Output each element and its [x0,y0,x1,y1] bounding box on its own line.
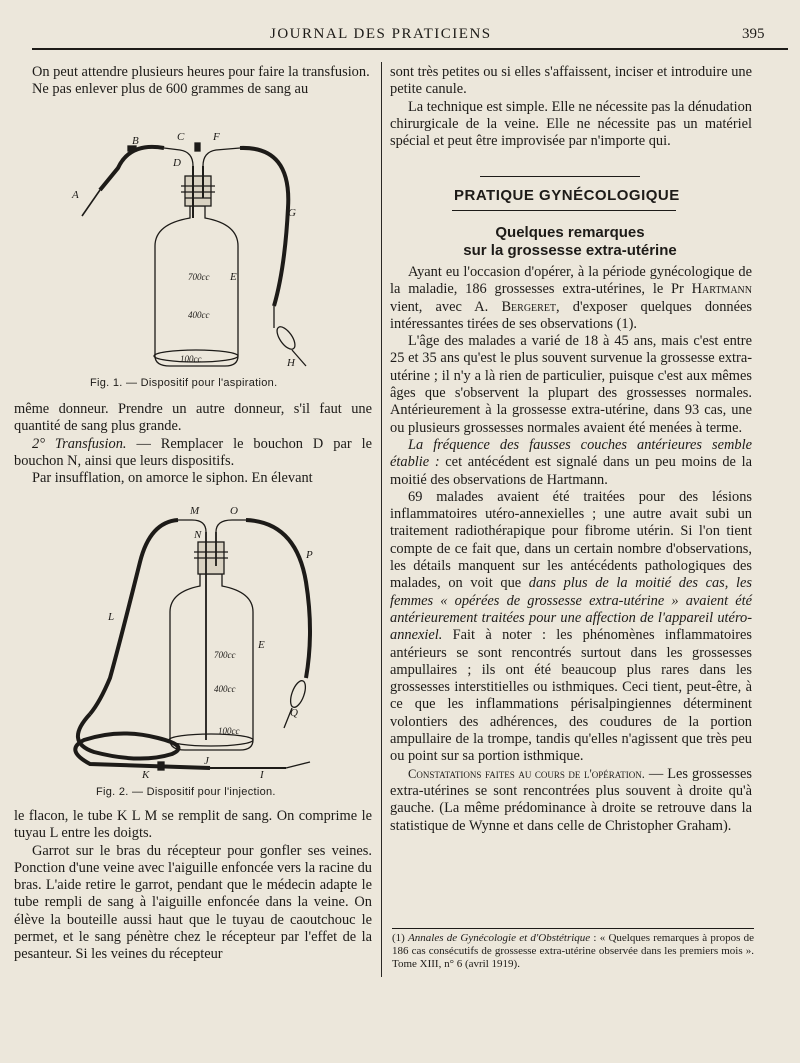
label-b: B [132,135,139,147]
figure-1-caption: Fig. 1. — Dispositif pour l'aspiration. [90,377,278,389]
label-h: H [287,357,295,369]
paragraph: Ne pas enlever plus de 600 grammes de sang au [32,81,309,98]
label-k: K [142,769,150,781]
paragraph: On peut attendre plusieurs heures pour faire la transfusion. [32,64,370,80]
label-j: J [204,755,209,767]
footnote: (1) Annales de Gynécologie et d'Obstétrique : « Quelques remarques à propos de 186 cas consécutifs de grossesse extra-utérine observée dans les premiers mois ». Tome XIII, n° 6 (avril 1919). [392,932,755,970]
label-e: E [230,271,237,283]
figure-2-injection-apparatus [60,502,360,782]
paragraph: 69 malades avaient été traitées pour des lésions inflammatoires utéro-annexielles ; une autre avait subi un traitement radiothérapique pour fibrome utérin. Si l'on tient compte de ce fait que, dans un certain nombre d'observations, les détails manquent sur les antécédents pathologiques des malades, on voit que dans plus de la moitié des cas, les femmes « opérées de grossesse extra-utérine » avaient été antérieurement traitées pour une affection de l'appareil utéro-annexiel. Fait à noter : les phénomènes inflammatoires antérieurs se sont rencontrés surtout dans les grossesses ampullaires ; ils ont été beaucoup plus rares dans les grossesses interstitielles ou isthmiques. Ceci tient, peut-être, à ce que les inflammations périsalpingiennes déterminent volontiers des adhérences, des coudures de la portion ampullaire de la trompe, tandis qu'elles n'agissent que très peu ou point sur sa portion isthmique. [390,488,752,765]
author-name: Bergeret [501,298,557,315]
paragraph: même donneur. Prendre un autre donneur, s'il faut une quantité de sang plus grande. [14,401,372,435]
label-g: G [288,207,296,219]
right-top [390,64,752,150]
label-400: 400cc [214,684,236,694]
label-o: O [230,505,238,517]
label-400: 400cc [188,310,210,320]
left-middle [14,401,372,487]
paragraph: sont très petites ou si elles s'affaissent, inciser et introduire une petite canule. [390,64,752,98]
label-l: L [108,611,115,623]
label-100: 100cc [180,354,202,364]
paragraph: Garrot sur le bras du récepteur pour gonfler ses veines. Ponction d'une veine avec l'aiguille enfoncée vers la racine du bras. L'aide retire le garrot, pendant que le médecin adapte le tube rempli de sang à l'aiguille enfoncée dans la veine. On élève la bouteille aussi haut que le tuyau de caoutchouc le permet, et le sang pénètre chez le récepteur par l'effet de la pesanteur. Si les veines du récepteur [14,842,372,963]
journal-title: JOURNAL DES PRATICIENS [270,26,492,42]
label-p: P [306,549,313,561]
page-number: 395 [742,26,765,42]
label-e: E [258,639,265,651]
paragraph: Constatations faites au cours de l'opération. — Les grossesses extra-utérines se sont rencontrées plus souvent à droite qu'à gauche. (La même prédominance à droite se retrouve dans la statistique de Wynne et dans celle de Christopher Graham). [390,765,752,834]
label-q: Q [290,707,298,719]
label-d: D [173,157,181,169]
label-100: 100cc [218,726,240,736]
article-body [390,264,752,835]
left-intro [14,64,372,99]
figure-2-caption: Fig. 2. — Dispositif pour l'injection. [96,786,276,798]
section-rule-top [480,176,640,177]
footnote-rule [392,928,754,929]
paragraph: 2° Transfusion. — Remplacer le bouchon D par le bouchon N, ainsi que leurs dispositifs. [14,435,373,469]
header-rule [32,48,788,50]
figure-1-aspiration-apparatus [60,128,330,373]
section-rule-bottom [452,210,676,211]
left-bottom [14,808,372,964]
label-a: A [72,189,79,201]
section-title: PRATIQUE GYNÉCOLOGIQUE [454,187,680,204]
transfusion-label: 2° Transfusion. [32,435,127,452]
paragraph: le flacon, le tube K L M se remplit de sang. On comprime le tuyau L entre les doigts. [14,808,372,842]
paragraph: La fréquence des fausses couches antérieures semble établie : cet antécédent est signalé dans un peu moins de la moitié des observations de Hartmann. [390,436,752,488]
label-i: I [260,769,264,781]
label-700: 700cc [188,272,210,282]
label-m: M [190,505,200,517]
label-700: 700cc [214,650,236,660]
paragraph: La technique est simple. Elle ne nécessite pas la dénudation chirurgicale de la veine. Elle ne nécessite pas un matériel spécial et peut être improvisée par n'importe qui. [390,98,752,150]
paragraph: Par insufflation, on amorce le siphon. En élevant [32,470,313,487]
label-f: F [213,131,220,143]
paragraph: Ayant eu l'occasion d'opérer, à la période gynécologique de la maladie, 186 grossesses extra-utérines, le Pr Hartmann vient, avec A. Bergeret, d'exposer quelques données intéressantes tirées de ses observations (1). [390,264,752,332]
page-header [0,22,800,46]
paragraph: L'âge des malades a varié de 18 à 45 ans, mais c'est entre 25 et 35 ans qu'est le plus souvent survenue la grossesse extra-utérine ; il n'y a là rien de particulier, puisque c'est aux mêmes âges que s'observent la plupart des grossesses normales. Antérieurement à la grossesse extra-utérine, dans 93 cas, une ou plusieurs grossesses normales avaient été menées à terme. [390,333,752,436]
label-c: C [177,131,185,143]
label-n: N [194,529,202,541]
author-name: Hartmann [691,281,752,298]
article-title: Quelques remarques sur la grossesse extra-utérine [463,224,677,259]
column-divider [381,62,382,977]
